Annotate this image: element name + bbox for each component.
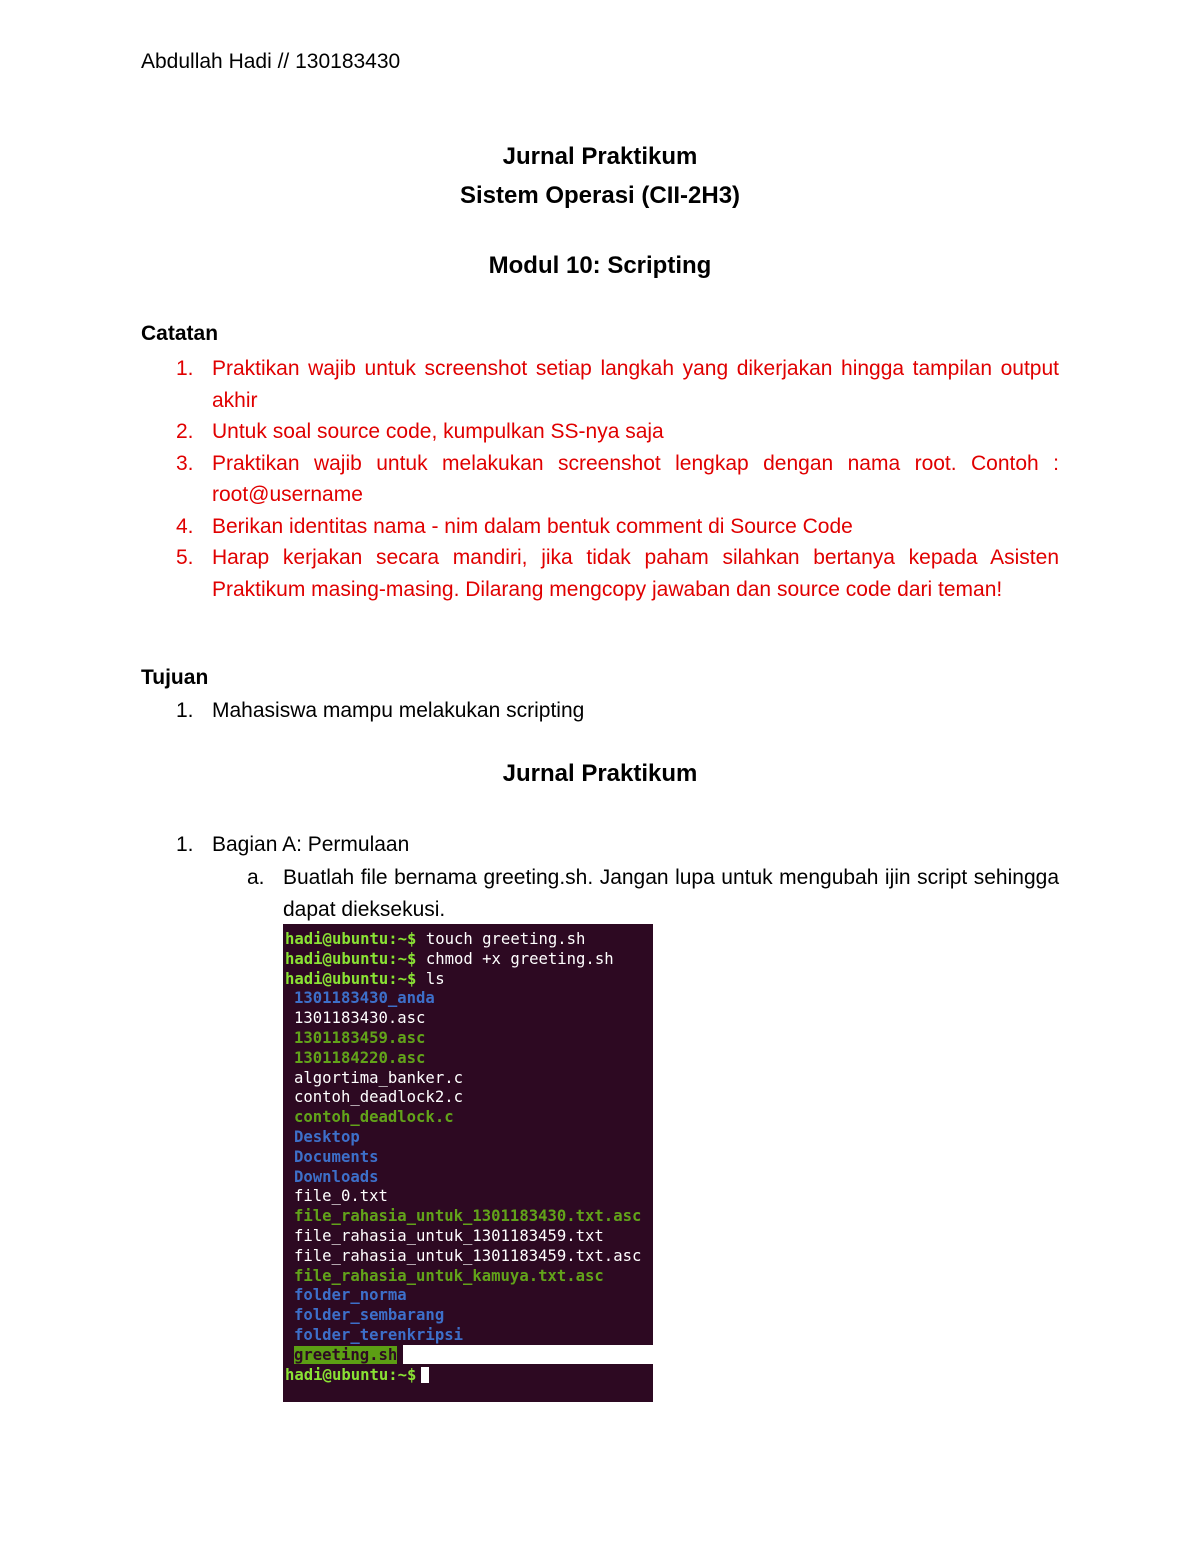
catatan-list xyxy=(141,353,1059,605)
terminal-listing-entry: file_rahasia_untuk_kamuya.txt.asc xyxy=(294,1266,604,1285)
section-title: Jurnal Praktikum xyxy=(502,760,698,787)
terminal-listing-entry: folder_norma xyxy=(294,1286,407,1305)
tujuan-heading: Tujuan xyxy=(141,666,209,689)
list-item: 3. Praktikan wajib untuk melakukan screenshot lengkap dengan nama root. Contoh : root@username xyxy=(176,451,1059,506)
list-item: 1. Bagian A: Permulaan xyxy=(176,833,410,856)
page-header-note: Abdullah Hadi // 130183430 xyxy=(141,50,401,73)
jurnal-sub-list xyxy=(247,862,1059,925)
terminal-listing-entry: contoh_deadlock2.c xyxy=(294,1088,463,1107)
terminal-listing-entry: file_rahasia_untuk_1301183459.txt.asc xyxy=(294,1246,642,1265)
terminal-listing-entry-highlighted: greeting.sh xyxy=(294,1345,398,1364)
terminal-listing-entry: 1301183430_anda xyxy=(294,989,435,1008)
list-item: a. Buatlah file bernama greeting.sh. Jangan lupa untuk mengubah ijin script sehingga dapat dieksekusi. xyxy=(247,866,1059,921)
module-title: Modul 10: Scripting xyxy=(488,252,712,279)
terminal-listing-entry: folder_sembarang xyxy=(294,1306,445,1325)
terminal-listing-entry: Downloads xyxy=(294,1167,379,1186)
list-item: 1. Mahasiswa mampu melakukan scripting xyxy=(176,699,585,722)
list-item: 1. Praktikan wajib untuk screenshot setiap langkah yang dikerjakan hingga tampilan output akhir xyxy=(176,357,1059,412)
terminal-listing-entry: 1301183459.asc xyxy=(294,1028,426,1047)
terminal-listing-entry: contoh_deadlock.c xyxy=(294,1108,454,1127)
terminal-listing-entry: 1301183430.asc xyxy=(294,1009,426,1028)
terminal-listing-entry: file_0.txt xyxy=(294,1187,388,1206)
tujuan-list xyxy=(141,695,1059,727)
terminal-listing-entry: 1301184220.asc xyxy=(294,1048,426,1067)
terminal-command-line: hadi@ubuntu:~$ chmod +x greeting.sh xyxy=(285,949,614,968)
catatan-heading: Catatan xyxy=(141,322,219,345)
terminal-listing-entry: folder_terenkripsi xyxy=(294,1325,463,1344)
terminal-listing-entry: algortima_banker.c xyxy=(294,1068,463,1087)
jurnal-list xyxy=(141,829,1059,861)
screenshot-crop-artifact xyxy=(403,1345,653,1364)
list-item: 2. Untuk soal source code, kumpulkan SS-nya saja xyxy=(176,420,664,443)
terminal-prompt-line: hadi@ubuntu:~$ xyxy=(283,1366,653,1386)
terminal-cursor xyxy=(421,1367,429,1383)
terminal-listing-entry: Documents xyxy=(294,1147,379,1166)
terminal-listing-entry: file_rahasia_untuk_1301183459.txt xyxy=(294,1226,604,1245)
course-title: Sistem Operasi (CII-2H3) xyxy=(459,182,741,209)
document-title: Jurnal Praktikum xyxy=(502,143,698,170)
terminal-command-line: hadi@ubuntu:~$ ls xyxy=(285,969,445,988)
list-item: 4. Berikan identitas nama - nim dalam bentuk comment di Source Code xyxy=(176,514,853,538)
terminal-screenshot xyxy=(283,924,653,1402)
list-item: 5. Harap kerjakan secara mandiri, jika tidak paham silahkan bertanya kepada Asisten Praktikum masing-masing. Dilarang mengcopy jawaban dan source code dari teman! xyxy=(176,546,1059,601)
terminal-listing-entry: file_rahasia_untuk_1301183430.txt.asc xyxy=(294,1207,642,1226)
terminal-listing-entry: Desktop xyxy=(294,1127,360,1146)
terminal-command-line: hadi@ubuntu:~$ touch greeting.sh xyxy=(285,930,586,948)
